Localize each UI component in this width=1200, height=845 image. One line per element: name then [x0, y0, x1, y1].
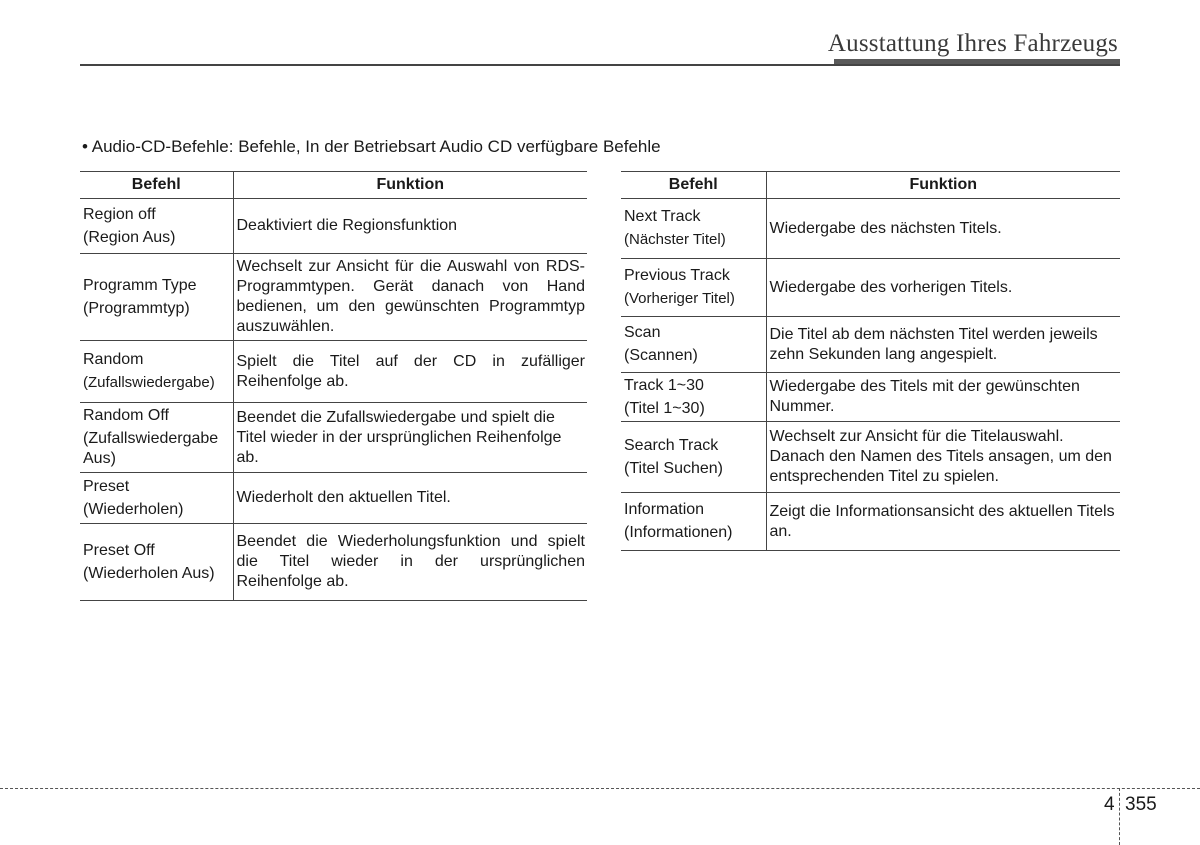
- function-cell: Die Titel ab dem nächsten Titel werden jeweils zehn Sekunden lang angespielt.: [766, 317, 1120, 373]
- page-header-title: Ausstattung Ihres Fahrzeugs: [827, 30, 1118, 57]
- command-translation: (Programmtyp): [83, 299, 190, 317]
- command-cell: [80, 524, 233, 601]
- table-row: [621, 259, 1120, 317]
- command-translation: (Titel 1~30): [624, 399, 705, 417]
- page-number: 355: [1125, 794, 1157, 815]
- command-translation: (Wiederholen): [83, 500, 184, 518]
- table-row: [80, 199, 587, 254]
- command-cell: [621, 199, 766, 259]
- column-header-command: Befehl: [80, 172, 233, 199]
- command-translation: (Region Aus): [83, 228, 176, 246]
- column-header-function: Funktion: [233, 172, 587, 199]
- command-name: Programm Type: [83, 276, 197, 294]
- command-name: Previous Track: [624, 267, 730, 284]
- function-cell: Wiedergabe des Titels mit der gewünschten Nummer.: [766, 373, 1120, 422]
- table-header-row: [80, 172, 587, 199]
- table-row: [621, 493, 1120, 551]
- function-cell: Deaktiviert die Regionsfunktion: [233, 199, 587, 254]
- footer-dashed-rule: [0, 788, 1200, 789]
- command-name: Preset: [83, 477, 130, 495]
- left-command-table: [80, 171, 587, 601]
- function-cell: Wechselt zur Ansicht für die Auswahl von RDS-Programmtypen. Gerät danach von Hand bedienen, um den gewünschten Programmtyp auszuwählen.: [233, 254, 587, 341]
- function-cell: Spielt die Titel auf der CD in zufälliger Reihenfolge ab.: [233, 341, 587, 403]
- command-translation: (Vorheriger Titel): [624, 290, 735, 307]
- function-cell: Beendet die Zufallswiedergabe und spielt die Titel wieder in der ursprünglichen Reihenfolge ab.: [233, 403, 587, 473]
- command-cell: [80, 403, 233, 473]
- command-cell: [621, 422, 766, 493]
- command-cell: [80, 199, 233, 254]
- command-name: Information: [624, 501, 705, 518]
- command-cell: [621, 373, 766, 422]
- table-row: [80, 524, 587, 601]
- command-translation: (Zufallswiedergabe Aus): [83, 430, 219, 467]
- table-row: [80, 254, 587, 341]
- command-cell: [80, 254, 233, 341]
- command-name: Scan: [624, 324, 661, 341]
- table-row: [80, 403, 587, 473]
- function-cell: Wiedergabe des nächsten Titels.: [766, 199, 1120, 259]
- right-command-table: [621, 171, 1120, 551]
- command-name: Random Off: [83, 407, 169, 424]
- command-translation: (Nächster Titel): [624, 231, 726, 248]
- function-cell: Wiedergabe des vorherigen Titels.: [766, 259, 1120, 317]
- command-translation: (Informationen): [624, 524, 733, 541]
- command-cell: [80, 341, 233, 403]
- table-header-row: [621, 172, 1120, 199]
- column-header-function: Funktion: [766, 172, 1120, 199]
- command-cell: [621, 317, 766, 373]
- command-name: Next Track: [624, 208, 701, 225]
- command-cell: [621, 493, 766, 551]
- function-cell: Beendet die Wiederholungsfunktion und spielt die Titel wieder in der ursprünglichen Reihenfolge ab.: [233, 524, 587, 601]
- command-translation: (Wiederholen Aus): [83, 564, 215, 582]
- table-row: [621, 317, 1120, 373]
- table-row: [621, 422, 1120, 493]
- command-name: Track 1~30: [624, 376, 704, 394]
- command-translation: (Titel Suchen): [624, 459, 723, 477]
- command-cell: [80, 473, 233, 524]
- command-name: Region off: [83, 205, 156, 223]
- footer-dashed-divider: [1119, 788, 1120, 845]
- function-cell: Wiederholt den aktuellen Titel.: [233, 473, 587, 524]
- command-translation: (Zufallswiedergabe): [83, 374, 215, 391]
- command-cell: [621, 259, 766, 317]
- command-name: Preset Off: [83, 541, 155, 559]
- table-row: [80, 473, 587, 524]
- table-row: [621, 199, 1120, 259]
- function-cell: Zeigt die Informationsansicht des aktuellen Titels an.: [766, 493, 1120, 551]
- function-cell: Wechselt zur Ansicht für die Titelauswahl. Danach den Namen des Titels ansagen, um den entsprechenden Titel zu spielen.: [766, 422, 1120, 493]
- table-row: [621, 373, 1120, 422]
- command-name: Random: [83, 351, 144, 368]
- table-row: [80, 341, 587, 403]
- intro-bullet-text: • Audio-CD-Befehle: Befehle, In der Betriebsart Audio CD verfügbare Befehle: [82, 137, 661, 156]
- command-name: Search Track: [624, 436, 719, 454]
- column-header-command: Befehl: [621, 172, 766, 199]
- header-rule: [80, 64, 1120, 66]
- command-translation: (Scannen): [624, 347, 698, 364]
- chapter-number: 4: [1104, 794, 1115, 815]
